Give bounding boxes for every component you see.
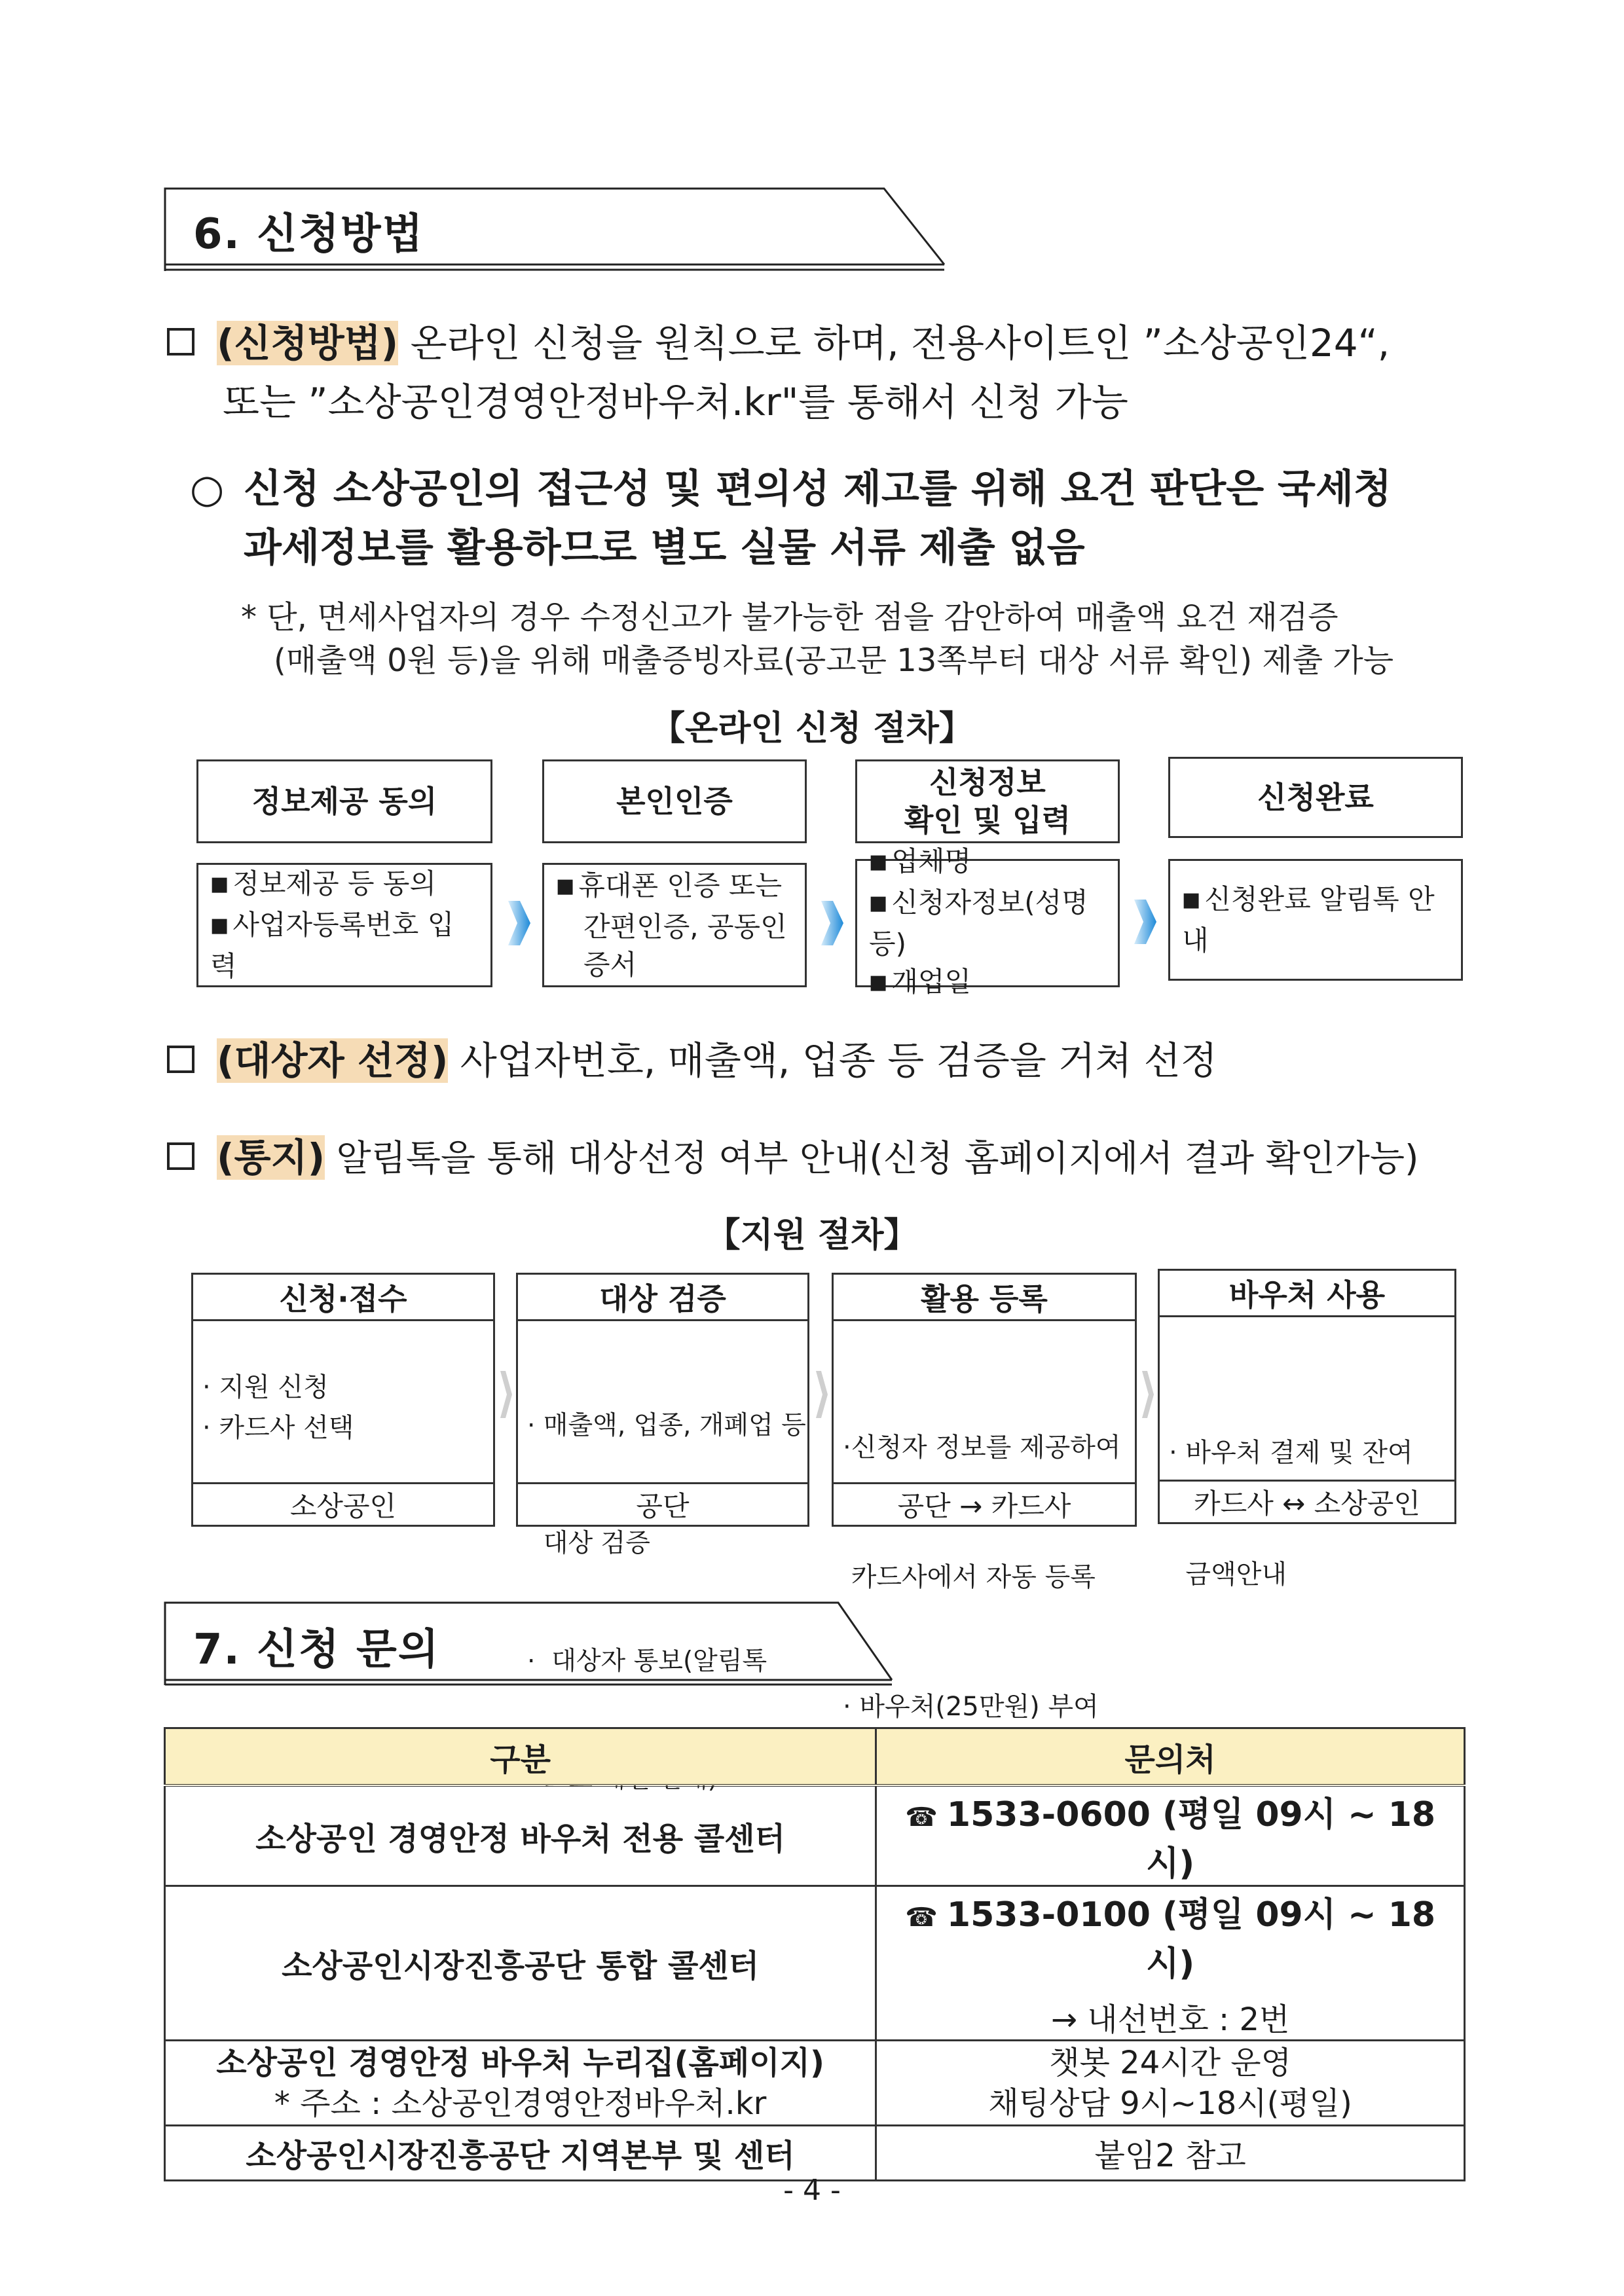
list-item: 금액안내 <box>1169 1559 1287 1590</box>
method-paragraph-line2: 또는 ”소상공인경영안정바우처.kr"를 통해서 신청 가능 <box>223 380 1128 424</box>
list-item: · 카드사 선택 <box>202 1413 354 1443</box>
support-step-title: 신청·접수 <box>193 1275 493 1321</box>
table-cell: 소상공인시장진흥공단 지역본부 및 센터 <box>165 2126 876 2181</box>
section-title: 6. 신청방법 <box>193 210 424 259</box>
chevron-right-icon <box>815 1368 829 1421</box>
notice-paragraph <box>167 1127 1419 1188</box>
arrow-right-icon <box>819 897 845 949</box>
online-step-head <box>196 759 492 843</box>
table-header-row <box>165 1728 1465 1786</box>
arrow-right-icon <box>1132 896 1158 948</box>
online-step-detail <box>855 845 1120 998</box>
phone-icon: ☎ <box>905 1802 938 1832</box>
support-step-actor: 소상공인 <box>193 1482 493 1525</box>
list-item: ■ 신청완료 알림톡 안내 <box>1182 881 1449 960</box>
chat-consult-text: 채팅상담 9시~18시(평일) <box>988 2085 1352 2122</box>
list-item: · 매출액, 업종, 개폐업 등 <box>527 1411 806 1440</box>
notice-text: 알림톡을 통해 대상선정 여부 안내(신청 홈페이지에서 결과 확인가능) <box>325 1137 1419 1179</box>
list-item: ■ 업체명 <box>869 843 1106 884</box>
support-step-title: 바우처 사용 <box>1160 1271 1454 1317</box>
method-text: 온라인 신청을 원칙으로 하며, 전용사이트인 ”소상공인24“, <box>398 321 1390 365</box>
support-step <box>516 1273 809 1676</box>
chevron-right-icon <box>1141 1368 1155 1421</box>
online-step-title: 확인 및 입력 <box>904 803 1071 838</box>
list-item: · 바우처 결제 및 잔여 <box>1169 1438 1413 1468</box>
extension-text: → 내선번호 : 2번 <box>1050 2001 1290 2038</box>
checkbox-icon <box>167 1046 194 1073</box>
table-cell: 붙임2 참고 <box>876 2126 1465 2181</box>
table-row <box>165 1886 1465 2041</box>
arrow-right-icon <box>506 897 532 949</box>
online-step-title: 신청정보 <box>929 765 1046 800</box>
list-item: · 대상자 통보(알림톡 <box>527 1647 767 1676</box>
bullet-line1: 신청 소상공인의 접근성 및 편의성 제고를 위해 요건 판단은 국세청 <box>244 466 1392 512</box>
support-step-actor: 카드사 ↔ 소상공인 <box>1160 1480 1454 1522</box>
homepage-address[interactable]: * 주소 : 소상공인경영안정바우처.kr <box>274 2085 767 2122</box>
support-step-actor: 공단 <box>518 1482 807 1525</box>
table-cell: 소상공인시장진흥공단 통합 콜센터 <box>165 1886 876 2041</box>
list-item: ·신청자 정보를 제공하여 <box>843 1432 1121 1463</box>
online-step-title: 본인인증 <box>616 784 733 819</box>
method-label: (신청방법) <box>217 321 399 365</box>
selection-paragraph <box>167 1030 1217 1091</box>
support-step-body <box>193 1321 493 1455</box>
section-title: 7. 신청 문의 <box>193 1626 440 1674</box>
bullet-marker: ○ <box>190 466 225 512</box>
phone-icon: ☎ <box>905 1903 938 1933</box>
list-item: ■ 신청자정보(성명 등) <box>869 884 1106 963</box>
table-row <box>165 2126 1465 2181</box>
list-item: · 바우처(25만원) 부여 <box>843 1692 1099 1722</box>
online-step-head <box>855 759 1120 843</box>
table-header: 문의처 <box>876 1728 1465 1786</box>
note-line2: (매출액 0원 등)을 위해 매출증빙자료(공고문 13쪽부터 대상 서류 확인) 제출 가능 <box>274 642 1394 679</box>
table-header: 구분 <box>165 1728 876 1786</box>
list-item: 대상 검증 <box>527 1529 650 1558</box>
phone-number[interactable]: 1533-0100 (평일 09시 ~ 18시) <box>946 1895 1436 1984</box>
table-cell: 소상공인 경영안정 바우처 전용 콜센터 <box>165 1785 876 1886</box>
list-item: 카드사에서 자동 등록 <box>843 1562 1096 1592</box>
list-item: 간편인증, 공동인증서 <box>583 910 787 981</box>
list-item: ■ 개업일 <box>869 963 1106 1004</box>
notice-label: (통지) <box>217 1135 325 1180</box>
list-item: ■ 정보제공 등 동의 <box>210 865 479 906</box>
page-number: - 4 - <box>783 2174 841 2207</box>
online-step-title: 신청완료 <box>1257 780 1374 815</box>
table-cell <box>165 2041 876 2126</box>
chevron-right-icon <box>499 1368 513 1421</box>
phone-number[interactable]: 1533-0600 (평일 09시 ~ 18시) <box>946 1795 1436 1884</box>
support-step <box>832 1273 1137 1722</box>
contact-table <box>164 1727 1466 2181</box>
list-item: ■ 휴대폰 인증 또는 <box>556 867 793 908</box>
table-cell <box>876 2041 1465 2126</box>
note-line1: * 단, 면세사업자의 경우 수정신고가 불가능한 점을 감안하여 매출액 요건 재검증 <box>241 599 1338 636</box>
online-step-detail <box>196 863 492 987</box>
selection-label: (대상자 선정) <box>217 1038 449 1083</box>
online-step-head <box>1168 757 1463 838</box>
online-step-title: 정보제공 동의 <box>251 784 437 819</box>
support-step-title: 대상 검증 <box>518 1275 807 1321</box>
table-cell <box>876 1785 1465 1886</box>
online-step-detail <box>542 863 807 987</box>
bullet-line2: 과세정보를 활용하므로 별도 실물 서류 제출 없음 <box>244 525 1085 571</box>
list-item: ■ 사업자등록번호 입력 <box>210 906 479 985</box>
table-cell <box>876 1886 1465 2041</box>
table-row <box>165 1785 1465 1886</box>
support-step <box>191 1273 495 1527</box>
chatbot-text: 챗봇 24시간 운영 <box>1049 2044 1291 2081</box>
support-step <box>1158 1269 1456 1590</box>
method-paragraph <box>167 313 1390 373</box>
support-step-actor: 공단 → 카드사 <box>834 1482 1135 1525</box>
row-label: 소상공인 경영안정 바우처 누리집(홈페이지) <box>216 2044 824 2081</box>
support-procedure-caption: 【지원 절차】 <box>706 1216 918 1255</box>
online-step-detail <box>1168 859 1463 981</box>
checkbox-icon <box>167 1142 194 1170</box>
support-step-title: 활용 등록 <box>834 1275 1135 1321</box>
online-procedure-caption: 【온라인 신청 절차】 <box>651 709 973 748</box>
checkbox-icon <box>167 328 194 355</box>
list-item: · 지원 신청 <box>202 1372 329 1402</box>
online-step-head <box>542 759 807 843</box>
table-row <box>165 2041 1465 2126</box>
selection-text: 사업자번호, 매출액, 업종 등 검증을 거쳐 선정 <box>448 1038 1217 1083</box>
